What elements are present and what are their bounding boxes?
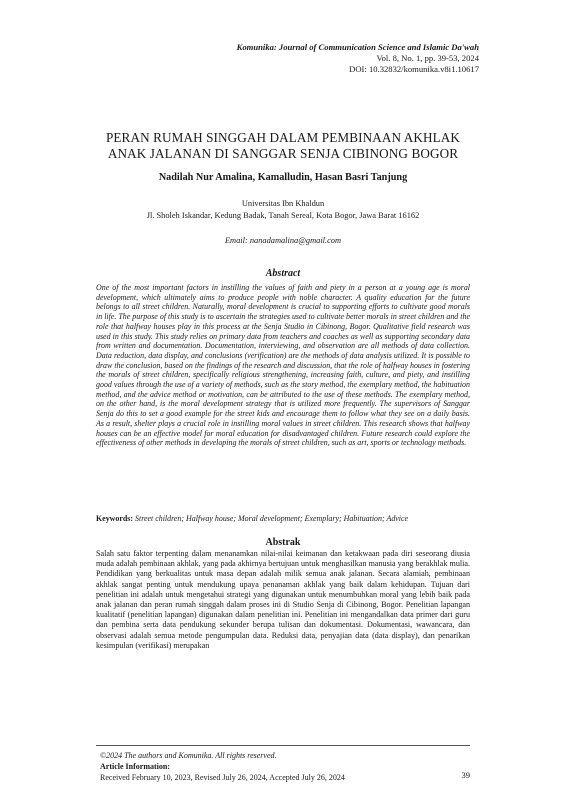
abstrak-heading: Abstrak: [265, 537, 301, 548]
copyright-notice: ©2024 The authors and Komunika. All rights reserved.: [100, 751, 277, 760]
page-number: 39: [461, 770, 470, 780]
article-info-heading: Article Information:: [100, 762, 170, 771]
keywords: [96, 514, 476, 524]
keywords-label: Keywords:: [96, 514, 134, 523]
affiliation-address: Jl. Sholeh Iskandar, Kedung Badak, Tanah Sereal, Kota Bogor, Jawa Barat 16162: [146, 211, 420, 220]
journal-doi[interactable]: DOI: 10.32832/komunika.v8i1.10617: [349, 64, 479, 74]
author-list: Nadilah Nur Amalina, Kamalludin, Hasan Basri Tanjung: [158, 172, 408, 183]
journal-volume: Vol. 8, No. 1, pp. 39-53, 2024: [376, 53, 479, 63]
author-email[interactable]: Email: nanadamalina@gmail.com: [224, 236, 342, 245]
journal-name: Komunika: Journal of Communication Science and Islamic Da'wah: [236, 42, 479, 52]
abstract-body: One of the most important factors in instilling the values of faith and piety in a person at a young age is moral development, which ultimately aims to produce people with noble character. A quality education for the future belongs to all street children. Naturally, moral development is crucial to supporting efforts to cultivate good morals in life. The purpose of this study is to ascertain the strategies used to cultivate better morals in street children and the role that halfway houses play in this process at the Senja Studio in Cibinong, Bogor. Qualitative field research was used in this study. This study relies on primary data from teachers and coaches as well as supporting secondary data from written and documentation. Documentation, interviewing, and observation are all methods of data collection. Data reduction, data display, and conclusions (verification) are the methods of data analysis utilized. It is possible to draw the conclusion, based on the findings of the research and discussion, that the role of halfway houses in fostering the morals of street children, specifically religious strengthening, increasing faith, culture, and piety, and instilling good values through the use of a variety of methods, such as the story method, the exemplary method, the habituation method, and the advice method or motivation, can be attributed to the use of these methods. The exemplary method, on the other hand, is the moral development strategy that is utilized more frequently. The supervisors of Sanggar Senja do this to set a good example for the street kids and encourage them to follow what they see on a daily basis. As a result, shelter plays a crucial role in instilling moral values in street children. This research shows that halfway houses can be an effective model for moral education for disadvantaged children. Future research could explore the effectiveness of other methods in developing the morals of street children, such as art, sports or technology methods.: [96, 283, 470, 448]
abstrak-body: Salah satu faktor terpenting dalam menanamkan nilai-nilai keimanan dan ketakwaan pada diri seseorang diusia muda adalah pembinaan akhlak, yang pada akhirnya bertujuan untuk menghasilkan manusia yang berakhlak mulia. Pendidikan yang berkualitas untuk masa depan adalah milik semua anak jalanan. Secara alamiah, pembinaan akhlak sangat penting untuk mendukung upaya penanaman akhlak yang baik dalam kehidupan. Tujuan dari penelitian ini adalah untuk mengetahui strategi yang digunakan untuk menumbuhkan moral yang lebih baik pada anak jalanan dan peran rumah singgah dalam proses ini di Studio Senja di Cibinong, Bogor. Penelitian lapangan kualitatif (penelitian lapangan) digunakan dalam penelitian ini. Penelitian ini mengandalkan data primer dari guru dan pembina serta data pendukung sekunder berupa tulisan dan dokumentasi. Dokumentasi, wawancara, dan observasi adalah semua metode pengumpulan data. Reduksi data, penyajian data (data display), dan penarikan kesimpulan (verifikasi) merupakan: [96, 549, 470, 650]
abstract-heading: Abstract: [265, 268, 301, 279]
journal-header: [237, 42, 479, 75]
affiliation-university: Universitas Ibn Khaldun: [241, 199, 325, 208]
keywords-value: Street children; Halfway house; Moral development; Exemplary; Habituation; Advice: [135, 514, 409, 523]
title-line-2: ANAK JALANAN DI SANGGAR SENJA CIBINONG BOGOR: [107, 146, 459, 161]
footer-divider: [96, 745, 470, 746]
title-line-1: PERAN RUMAH SINGGAH DALAM PEMBINAAN AKHLAK: [105, 130, 461, 145]
article-dates: Received February 10, 2023, Revised July 26, 2024, Accepted July 26, 2024: [100, 773, 345, 782]
article-title: [60, 130, 506, 162]
